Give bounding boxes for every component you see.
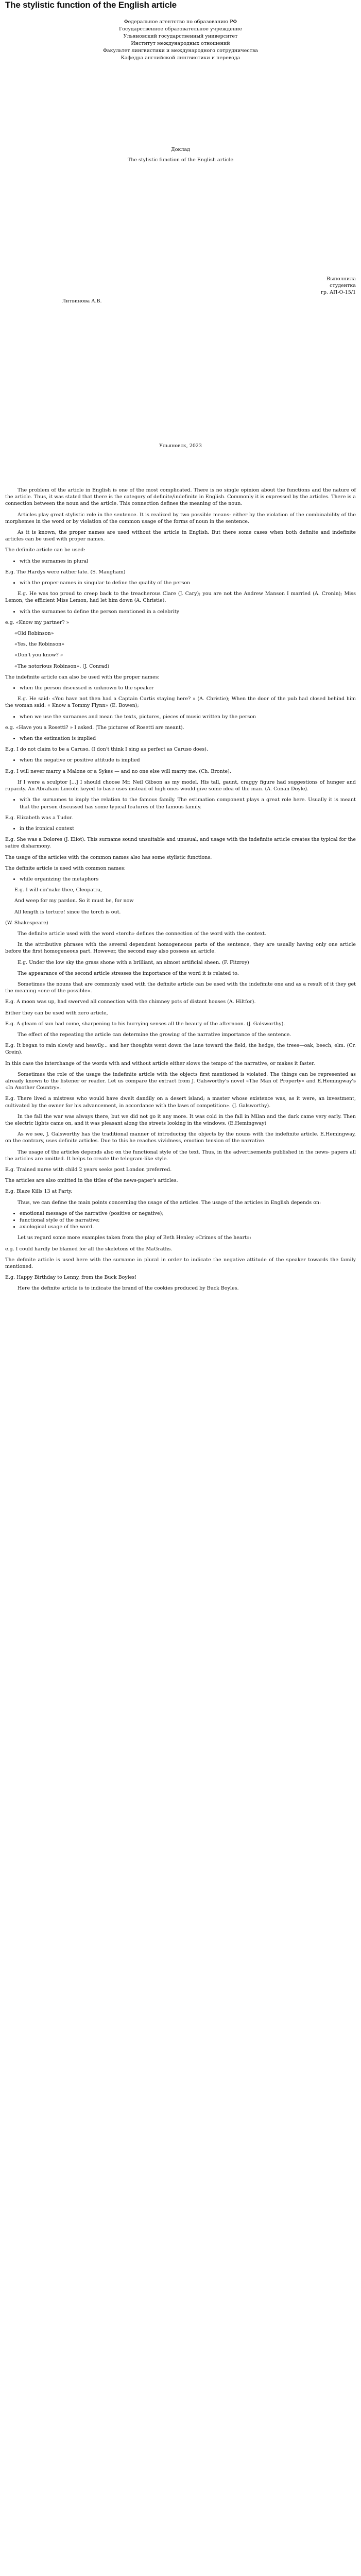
body-paragraph: E.g. Happy Birthday to Lenny, from the Buck Boyles! [5,1275,137,1281]
report-topic: The stylistic function of the English article [127,157,234,163]
body-paragraph: In the fall the war was always there, but we did not go it any more. It was cold in the fall in Milan and the dark came very early. Then the electric lights came on, and it was pleasant along the streets looking in the windows. (E.Hemingway) [5,1113,356,1126]
document-title: The stylistic function of the English article [5,0,177,10]
body-paragraph: The definite article can be used: [5,547,85,553]
body-paragraph: The effect of the repeating the article can determine the growing of the narrative importance of the sentence. [18,1031,291,1038]
bullet-list [5,757,356,764]
header-line: Государственное образовательное учреждение [118,26,243,32]
bullet-list [5,876,356,883]
bullet-list [5,825,356,832]
header-line: Факультет лингвистики и международного сотрудничества [103,48,258,54]
body-paragraph: Sometimes the role of the usage the indefinite article with the objects first mentioned is violated. The things can be represented as already known to the listener or reader. Let us compare the extract from J. Galsworthy's novel «The Man of Property» and E.Hemingway's «In Another Country». [5,1071,356,1091]
header-line: Институт международных отношений [131,41,230,46]
quoted-line: «Yes, the Robinson» [14,641,65,648]
body-paragraph: Sometimes the nouns that are commonly used with the definite article can be used with the indefinite one and as a result of it they get the meaning «one of the possible». [5,981,356,994]
bullet-list [5,558,356,565]
body-paragraph: E.g. The Hardys were rather late. (S. Maugham) [5,569,126,575]
bullet-item: • axiological usage of the word. [20,1224,356,1230]
header-line: Кафедра английской лингвистики и перевода [121,55,240,61]
body-paragraph: e.g. «Have you a Rosetti? » I asked. (The pictures of Rosetti are meant). [5,724,184,731]
body-paragraph: The indefinite article can also be used with the proper names: [5,674,160,680]
body-paragraph: In this case the interchange of the words with and without article either slows the tempo of the narrative, or makes it faster. [5,1060,315,1066]
body-paragraph: As it is known, the proper names are used without the article in English. But there some cases when both definite and indefinite articles can be used with proper names. [5,530,356,543]
bullet-item: • emotional message of the narrative (positive or negative); [20,1210,356,1217]
bullet-list [5,685,356,691]
body-paragraph: The usage of the articles depends also on the functional style of the text. Thus, in the advertisements published in the news- papers all the articles are omitted. It helps to create the telegram-like style. [5,1149,356,1162]
quoted-line: And weep for my pardon. So it must be, for now [14,898,134,904]
report-label: Доклад [171,147,190,152]
bullet-item: • with the proper names in singular to define the quality of the person [20,580,356,586]
body-paragraph: In the attributive phrases with the several dependent homogeneous parts of the sentence, they are usually having only one article before the first homogeneous part. However, the second may also possess an article. [5,942,356,955]
bullet-list [5,796,356,810]
bullet-list [5,580,356,586]
body-paragraph: E.g. She was a Dolores (J. Eliot). This surname sound unsuitable and unusual, and usage with the indefinite article creates the typical for the satire disharmony. [5,837,356,850]
body-paragraph: As we see, J. Galsworthy has the traditional manner of introducing the objects by the nouns with the indefinite article. E.Hemingway, on the contrary, uses definite articles. Due to this he reaches vividness, emotion tension of the narrative. [5,1131,356,1144]
body-paragraph: E.g. Under the low sky the grass shone with a brilliant, an almost artificial sheen. (F. Fitzroy) [18,959,249,965]
body-paragraph: The usage of the articles with the common names also has some stylistic functions. [5,854,212,860]
bullet-item: • with the surnames in plural [20,558,356,565]
bullet-item: • when the negative or positive attitude is implied [20,757,356,764]
author-info-line: студентка [330,283,356,289]
bullet-list [5,608,356,615]
body-paragraph: The articles are also omitted in the titles of the news-paper's articles. [5,1178,178,1184]
quoted-line: «Old Robinson» [14,631,54,637]
quoted-line: E.g. I will cin'nake thee, Cleopatra, [14,887,102,893]
body-paragraph: Articles play great stylistic role in the sentence. It is realized by two possible means: either by the violation of the combinability of the morphemes in the word or by violation of the common usage of the forms of noun in the sentence. [5,512,356,524]
quoted-line: «The notorious Robinson». (J. Conrad) [14,663,110,669]
bullet-item: • while organizing the metaphors [20,876,356,883]
author-info-line: гр. АП-О-15/1 [320,290,356,295]
body-paragraph: E.g. Trained nurse with child 2 years seeks post London preferred. [5,1167,172,1173]
author-name: Литвинова А.В. [62,298,102,304]
header-line: Федеральное агентство по образованию РФ [124,19,237,25]
institution-header [0,19,361,62]
header-line: Ульяновский государственный университет [123,33,238,39]
body-paragraph: E.g. I will never marry a Malone or a Sykes — and no one else will marry me. (Ch. Bronte). [5,768,231,774]
body-paragraph: The problem of the article in English is one of the most complicated. There is no single opinion about the functions and the nature of the article. Thus, it was stated that there is the category of definite/indefinite in English. Commonly it is expressed by the articles. There is a connection between the noun and the article. This connection defines the meaning of the noun. [5,487,356,507]
bullet-item: • in the ironical context [20,825,356,832]
bullet-item: • when we use the surnames and mean the texts, pictures, pieces of music written by the person [20,714,356,720]
bullet-list [5,1210,356,1231]
body-paragraph: Here the definite article is to indicate the brand of the cookies produced by Buck Boyles. [18,1285,239,1292]
body-paragraph: Thus, we can define the main points concerning the usage of the articles. The usage of the articles in English depends on: [18,1199,321,1206]
bullet-item: • functional style of the narrative; [20,1217,356,1224]
body-paragraph: E.g. Blaze Kills 13 at Party. [5,1189,73,1195]
body-paragraph: E.g. He was too proud to creep back to the treacherous Clare (J. Cary); you are not the Andrew Manson I married (A. Cronin); Miss Lemon, the efficient Miss Lemon, had let him down (A. Christie). [5,591,356,604]
quoted-line: All length is torture! since the torch is out. [14,909,121,915]
body-paragraph: Either they can be used with zero article, [5,1010,108,1016]
body-paragraph: The definite article is used here with the surname in plural in order to indicate the negative attitude of the speaker towards the family mentioned. [5,1257,356,1270]
body-paragraph: The definite article used with the word «torch» defines the connection of the word with the context. [18,930,266,937]
bullet-list [5,714,356,720]
body-paragraph: The appearance of the second article stresses the importance of the word it is related to. [18,970,239,976]
body-paragraph: E.g. Elizabeth was a Tudor. [5,815,73,821]
body-paragraph: E.g. There lived a mistress who would have dwelt dandily on a desert island; a master whose existence was, as it were, an investment, cultivated by the owner for his advancement, in accordance with the laws of competition». (J. Galsworthy). [5,1096,356,1109]
bullet-item: • with the surnames to imply the relation to the famous family. The estimation component plays a great role here. Usually it is meant that the person discussed has some typical features of the famous family. [20,796,356,810]
author-info-line: Выполнила [326,276,356,282]
author-info [321,276,356,296]
body-paragraph: E.g. A moon was up, had swerved all connection with the chimney pots of distant houses (A. Hiltfor). [5,999,256,1005]
body-paragraph: E.g. I do not claim to be a Caruso. (I don't think I sing as perfect as Caruso does). [5,747,208,753]
body-paragraph: E.g. He said: «You have not then had a Captain Curtis staying here? » (A. Christie); When the door of the pub had closed behind him the woman said: « Know a Tommy Flynn» (E. Bowen); [5,696,356,709]
body-paragraph: e.g. «Know my partner? » [5,619,70,625]
body-paragraph: E.g. It began to rain slowly and heavily... and her thoughts went down the lane toward the field, the hedge, the trees—oak, beech, elm. (Cr. Grein). [5,1043,356,1056]
bullet-item: • when the estimation is implied [20,735,356,742]
body-paragraph: (W. Shakespeare) [5,920,48,926]
body-paragraph: If I were a sculptor [...] I should choose Mr. Neil Gibson as my model. His tall, gaunt, craggy figure had suggestions of hunger and rapacity. An Abraham Lincoln keyed to base uses instead of high ones would give some idea of the man. (A. Conan Doyle). [5,779,356,792]
body-paragraph: E.g. A gleam of sun had come, sharpening to his hurrying senses all the beauty of the afternoon. (J. Galsworthy). [5,1021,285,1027]
city-year: Ульяновск, 2023 [159,443,202,449]
bullet-item: • when the person discussed is unknown to the speaker [20,685,356,691]
bullet-item: • with the surnames to define the person mentioned in a celebrity [20,608,356,615]
document-body [5,487,356,1296]
body-paragraph: Let us regard some more examples taken from the play of Beth Henley «Crimes of the heart»: [18,1235,252,1241]
body-paragraph: The definite article is used with common names: [5,865,126,871]
body-paragraph: e.g. I could hardly be blamed for all the skeletons of the MaGraths. [5,1246,173,1252]
quoted-line: «Don't you know? » [14,652,63,658]
bullet-list [5,735,356,742]
